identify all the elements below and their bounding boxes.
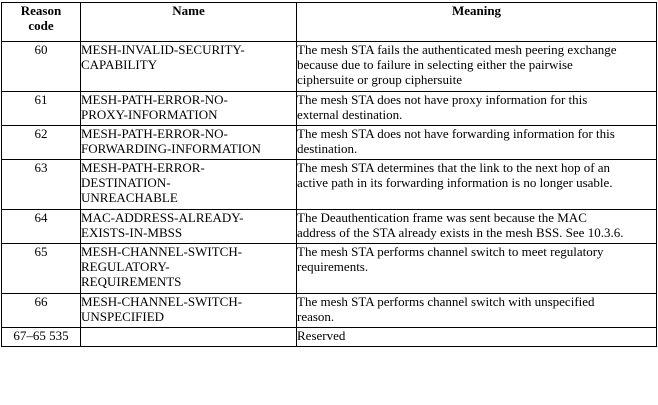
- reason-name-line: CAPABILITY: [81, 57, 158, 72]
- table-row: [2, 126, 657, 160]
- reason-name-cell: [81, 92, 297, 126]
- reason-name-line: REGULATORY-: [81, 259, 170, 274]
- reason-code-cell: 64: [2, 210, 81, 244]
- table-body: [2, 42, 657, 347]
- reason-meaning-line: The mesh STA fails the authenticated mesh peering exchange: [297, 42, 617, 57]
- table-header: [2, 3, 657, 42]
- reason-name-cell: [81, 244, 297, 294]
- header-name: Name: [81, 3, 297, 42]
- reason-name-cell: [81, 42, 297, 92]
- reason-meaning-line: The mesh STA does not have proxy information for this: [297, 92, 588, 107]
- reason-meaning-cell: [297, 328, 657, 347]
- reason-meaning-line: address of the STA already exists in the mesh BSS. See 10.3.6.: [297, 225, 624, 240]
- table-row: [2, 160, 657, 210]
- header-reason-code: [2, 3, 81, 42]
- reason-meaning-line: because due to failure in selecting either the pairwise: [297, 57, 573, 72]
- table-row: [2, 294, 657, 328]
- reason-meaning-line: active path in its forwarding information is no longer usable.: [297, 175, 613, 190]
- reason-code-cell: 67–65 535: [2, 328, 81, 347]
- reason-name-line: MESH-PATH-ERROR-: [81, 160, 205, 175]
- reason-meaning-cell: [297, 210, 657, 244]
- reason-name-cell: [81, 328, 297, 347]
- reason-name-cell: [81, 160, 297, 210]
- reason-meaning-line: external destination.: [297, 107, 403, 122]
- reason-meaning-cell: [297, 42, 657, 92]
- reason-meaning-line: reason.: [297, 309, 335, 324]
- table-row: [2, 328, 657, 347]
- reason-code-cell: 65: [2, 244, 81, 294]
- reason-meaning-cell: [297, 92, 657, 126]
- reason-meaning-cell: [297, 294, 657, 328]
- reason-name-cell: [81, 126, 297, 160]
- reason-name-line: EXISTS-IN-MBSS: [81, 225, 183, 240]
- reason-code-cell: 66: [2, 294, 81, 328]
- reason-name-cell: [81, 294, 297, 328]
- reason-name-line: REQUIREMENTS: [81, 274, 182, 289]
- reason-name-line: DESTINATION-: [81, 175, 171, 190]
- table-row: [2, 42, 657, 92]
- header-reason-code-line1: Reason: [20, 3, 62, 18]
- reason-meaning-cell: [297, 126, 657, 160]
- table-row: [2, 92, 657, 126]
- reason-meaning-line: Reserved: [297, 328, 346, 343]
- reason-name-line: PROXY-INFORMATION: [81, 107, 218, 122]
- reason-name-line: MESH-INVALID-SECURITY-: [81, 42, 245, 57]
- reason-meaning-line: The mesh STA does not have forwarding information for this: [297, 126, 615, 141]
- reason-name-line: UNSPECIFIED: [81, 309, 165, 324]
- reason-name-line: MESH-PATH-ERROR-NO-: [81, 92, 228, 107]
- reason-meaning-line: requirements.: [297, 259, 369, 274]
- reason-meaning-line: The Deauthentication frame was sent because the MAC: [297, 210, 587, 225]
- table-row: [2, 244, 657, 294]
- reason-name-line: MESH-PATH-ERROR-NO-: [81, 126, 228, 141]
- reason-name-line: FORWARDING-INFORMATION: [81, 141, 261, 156]
- reason-name-line: MESH-CHANNEL-SWITCH-: [81, 294, 243, 309]
- reason-name-line: MAC-ADDRESS-ALREADY-: [81, 210, 244, 225]
- reason-code-table: [1, 2, 657, 347]
- header-reason-code-line2: code: [28, 18, 54, 33]
- reason-name-line: UNREACHABLE: [81, 190, 178, 205]
- reason-code-cell: 63: [2, 160, 81, 210]
- reason-meaning-line: destination.: [297, 141, 358, 156]
- reason-code-cell: 61: [2, 92, 81, 126]
- reason-name-cell: [81, 210, 297, 244]
- header-meaning: Meaning: [297, 3, 657, 42]
- reason-code-cell: 60: [2, 42, 81, 92]
- reason-code-cell: 62: [2, 126, 81, 160]
- reason-meaning-line: The mesh STA performs channel switch to meet regulatory: [297, 244, 604, 259]
- reason-meaning-line: ciphersuite or group ciphersuite: [297, 72, 462, 87]
- header-row: [2, 3, 657, 42]
- table-row: [2, 210, 657, 244]
- reason-name-line: MESH-CHANNEL-SWITCH-: [81, 244, 243, 259]
- reason-meaning-cell: [297, 160, 657, 210]
- reason-meaning-cell: [297, 244, 657, 294]
- reason-meaning-line: The mesh STA determines that the link to the next hop of an: [297, 160, 611, 175]
- reason-meaning-line: The mesh STA performs channel switch with unspecified: [297, 294, 595, 309]
